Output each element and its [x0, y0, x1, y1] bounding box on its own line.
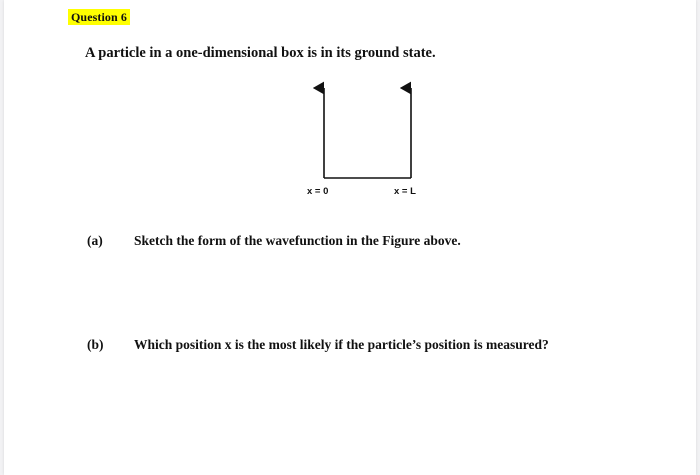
particle-in-box-figure: [294, 80, 444, 210]
part-a-label: (a): [87, 233, 103, 248]
part-a-text: Sketch the form of the wavefunction in the Figure above.: [134, 233, 461, 248]
x-zero-label: x = 0: [307, 186, 329, 197]
part-b-text: Which position x is the most likely if the particle’s position is measured?: [134, 337, 549, 352]
question-title: Question 6: [68, 9, 130, 25]
document-page: [4, 0, 696, 475]
x-L-label: x = L: [394, 186, 416, 197]
part-b-label: (b): [87, 337, 104, 352]
question-intro-text: A particle in a one-dimensional box is in its ground state.: [85, 45, 436, 61]
